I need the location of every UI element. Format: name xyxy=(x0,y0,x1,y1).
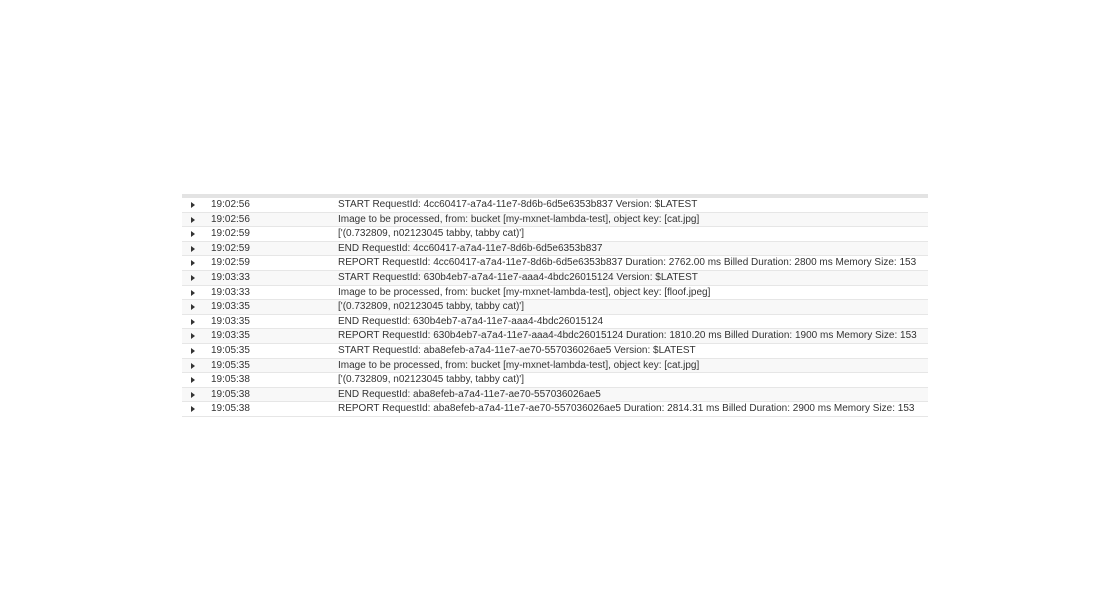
log-row[interactable] xyxy=(182,271,928,286)
log-message: Image to be processed, from: bucket [my-mxnet-lambda-test], object key: [cat.jpg] xyxy=(338,359,700,371)
log-timestamp: 19:03:35 xyxy=(211,315,250,327)
log-message: END RequestId: 630b4eb7-a7a4-11e7-aaa4-4bdc26015124 xyxy=(338,315,604,327)
log-timestamp: 19:03:35 xyxy=(211,330,250,342)
log-timestamp: 19:02:59 xyxy=(211,228,250,240)
log-message: START RequestId: 4cc60417-a7a4-11e7-8d6b-6d5e6353b837 Version: $LATEST xyxy=(338,199,698,210)
log-message: ['(0.732809, n02123045 tabby, tabby cat)'] xyxy=(338,228,524,240)
log-row[interactable] xyxy=(182,213,928,228)
log-message: START RequestId: aba8efeb-a7a4-11e7-ae70-557036026ae5 Version: $LATEST xyxy=(338,344,696,356)
log-timestamp: 19:03:33 xyxy=(211,271,250,283)
log-timestamp: 19:03:33 xyxy=(211,286,250,298)
log-row[interactable] xyxy=(182,300,928,315)
log-row[interactable] xyxy=(182,344,928,359)
expand-arrow-icon[interactable] xyxy=(188,329,198,343)
log-timestamp: 19:05:38 xyxy=(211,403,250,415)
expand-arrow-icon[interactable] xyxy=(188,242,198,256)
expand-arrow-icon[interactable] xyxy=(188,344,198,358)
expand-arrow-icon[interactable] xyxy=(188,315,198,329)
log-row[interactable] xyxy=(182,242,928,257)
expand-arrow-icon[interactable] xyxy=(188,198,198,212)
log-row[interactable] xyxy=(182,198,928,213)
log-message: REPORT RequestId: 4cc60417-a7a4-11e7-8d6b-6d5e6353b837 Duration: 2762.00 ms Billed Duration: 2800 ms Memory Size: 153 xyxy=(338,257,917,269)
expand-arrow-icon[interactable] xyxy=(188,300,198,314)
log-message: END RequestId: aba8efeb-a7a4-11e7-ae70-557036026ae5 xyxy=(338,388,601,400)
expand-arrow-icon[interactable] xyxy=(188,256,198,270)
log-timestamp: 19:05:35 xyxy=(211,344,250,356)
expand-arrow-icon[interactable] xyxy=(188,271,198,285)
log-message: ['(0.732809, n02123045 tabby, tabby cat)'] xyxy=(338,374,524,386)
log-timestamp: 19:05:38 xyxy=(211,374,250,386)
log-timestamp: 19:02:59 xyxy=(211,257,250,269)
log-timestamp: 19:02:56 xyxy=(211,213,250,225)
log-row[interactable] xyxy=(182,315,928,330)
log-row[interactable] xyxy=(182,256,928,271)
log-message: REPORT RequestId: 630b4eb7-a7a4-11e7-aaa4-4bdc26015124 Duration: 1810.20 ms Billed Duration: 1900 ms Memory Size: 153 xyxy=(338,330,917,342)
log-message: ['(0.732809, n02123045 tabby, tabby cat)'] xyxy=(338,301,524,313)
log-row[interactable] xyxy=(182,359,928,374)
log-row[interactable] xyxy=(182,329,928,344)
log-events-table xyxy=(182,194,928,421)
expand-arrow-icon[interactable] xyxy=(188,373,198,387)
log-row[interactable] xyxy=(182,373,928,388)
log-row[interactable] xyxy=(182,227,928,242)
log-timestamp: 19:02:59 xyxy=(211,242,250,254)
expand-arrow-icon[interactable] xyxy=(188,388,198,402)
expand-arrow-icon[interactable] xyxy=(188,227,198,241)
expand-arrow-icon[interactable] xyxy=(188,286,198,300)
log-row[interactable] xyxy=(182,402,928,417)
expand-arrow-icon[interactable] xyxy=(188,402,198,416)
log-timestamp: 19:03:35 xyxy=(211,301,250,313)
log-message: Image to be processed, from: bucket [my-mxnet-lambda-test], object key: [cat.jpg] xyxy=(338,213,700,225)
log-timestamp: 19:05:35 xyxy=(211,359,250,371)
log-message: START RequestId: 630b4eb7-a7a4-11e7-aaa4-4bdc26015124 Version: $LATEST xyxy=(338,271,698,283)
log-timestamp: 19:05:38 xyxy=(211,388,250,400)
log-timestamp: 19:02:56 xyxy=(211,199,250,210)
log-message: REPORT RequestId: aba8efeb-a7a4-11e7-ae70-557036026ae5 Duration: 2814.31 ms Billed Duration: 2900 ms Memory Size: 153 xyxy=(338,403,915,415)
log-row[interactable] xyxy=(182,286,928,301)
expand-arrow-icon[interactable] xyxy=(188,359,198,373)
log-row[interactable] xyxy=(182,388,928,403)
log-message: Image to be processed, from: bucket [my-mxnet-lambda-test], object key: [floof.jpeg] xyxy=(338,286,711,298)
expand-arrow-icon[interactable] xyxy=(188,213,198,227)
log-message: END RequestId: 4cc60417-a7a4-11e7-8d6b-6d5e6353b837 xyxy=(338,242,603,254)
